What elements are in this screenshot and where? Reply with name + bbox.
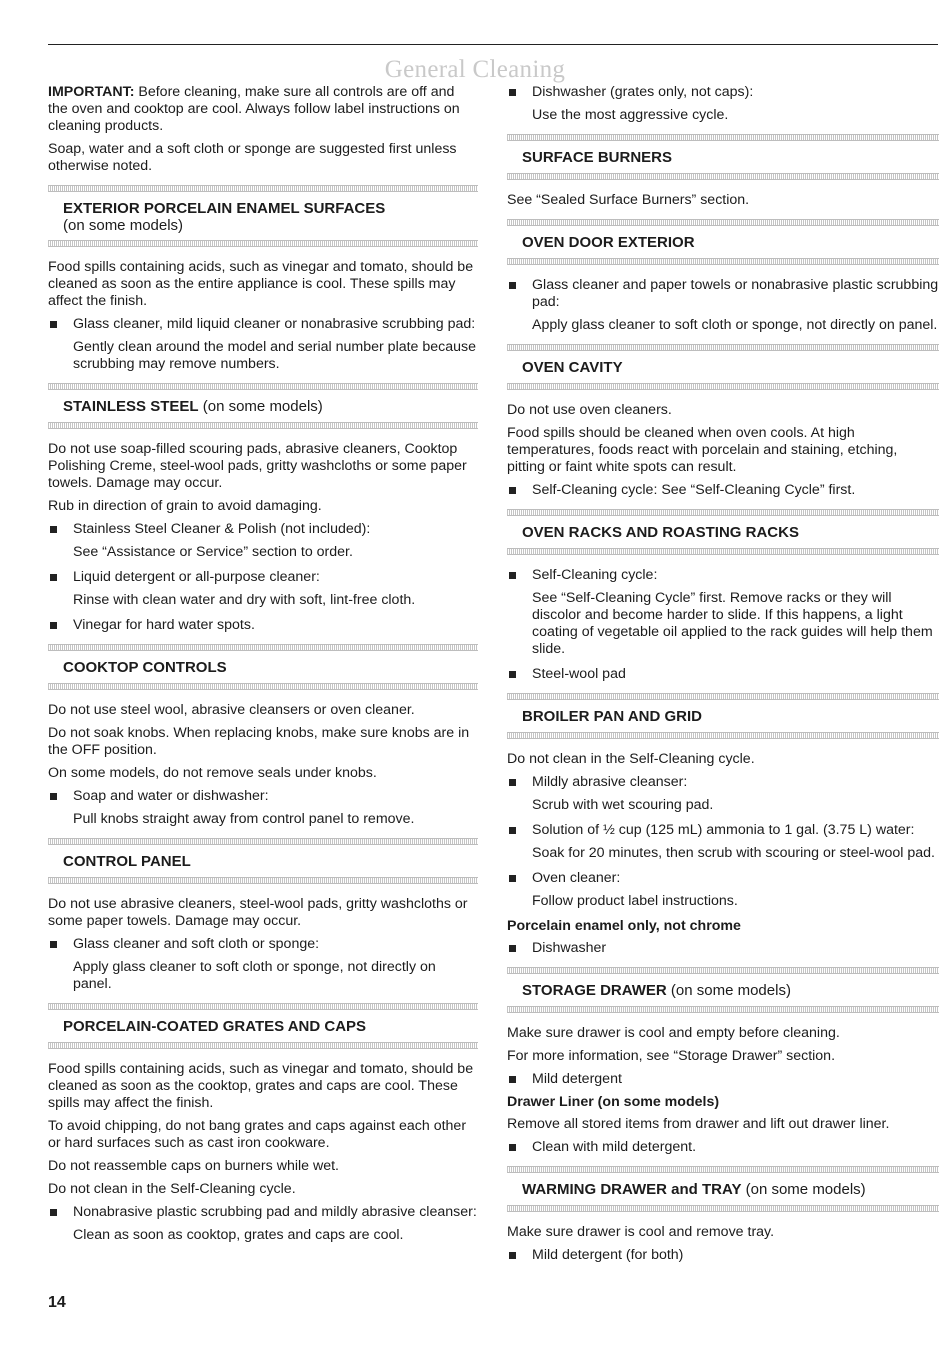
section-heading-stainless (48, 383, 478, 429)
heading-title: OVEN RACKS AND ROASTING RACKS (522, 524, 799, 541)
heading-subtitle: (on some models) (198, 398, 323, 415)
section-heading-cooktop-controls (48, 644, 478, 690)
right-column (507, 84, 939, 1270)
bullet-item: Glass cleaner, mild liquid cleaner or nonabrasive scrubbing pad: (48, 316, 478, 333)
paragraph: On some models, do not remove seals under knobs. (48, 765, 377, 781)
bullet-item: Glass cleaner and soft cloth or sponge: (48, 936, 478, 953)
section-heading-oven-racks (507, 509, 939, 555)
heading-title: CONTROL PANEL (63, 853, 191, 870)
bullet-detail: Scrub with wet scouring pad. (532, 797, 714, 813)
paragraph: Food spills containing acids, such as vinegar and tomato, should be cleaned as soon as the cooktop, grates and caps are cool. These spills may affect the finish. (48, 1061, 474, 1111)
bullet-detail: Gently clean around the model and serial number plate because scrubbing may remove numbers. (73, 339, 477, 372)
paragraph: Make sure drawer is cool and remove tray. (507, 1224, 775, 1240)
bullet-detail: Pull knobs straight away from control panel to remove. (73, 811, 415, 827)
bullet-detail: Follow product label instructions. (532, 893, 738, 909)
paragraph: Rub in direction of grain to avoid damaging. (48, 498, 322, 514)
bullet-detail: Apply glass cleaner to soft cloth or sponge, not directly on panel. (73, 959, 436, 992)
heading-title: OVEN DOOR EXTERIOR (522, 234, 695, 251)
paragraph: See “Sealed Surface Burners” section. (507, 192, 750, 208)
important-note (48, 84, 478, 135)
bullet-item: Dishwasher (grates only, not caps): (507, 84, 939, 101)
section-heading-surface-burners (507, 134, 939, 180)
paragraph: To avoid chipping, do not bang grates and caps against each other or hard surfaces such as cast iron cookware. (48, 1118, 467, 1151)
paragraph: Do not use abrasive cleaners, steel-wool pads, gritty washcloths or some paper towels. Damage may occur. (48, 896, 468, 929)
bullet-detail: Apply glass cleaner to soft cloth or sponge, not directly on panel. (532, 317, 938, 333)
bullet-item: Clean with mild detergent. (507, 1139, 939, 1156)
bullet-detail: Use the most aggressive cycle. (532, 107, 729, 123)
bullet-detail: Clean as soon as cooktop, grates and caps are cool. (73, 1227, 404, 1243)
bullet-item: Vinegar for hard water spots. (48, 617, 478, 634)
bullet-item: Self-Cleaning cycle: See “Self-Cleaning Cycle” first. (507, 482, 939, 499)
subheading-porcelain: Porcelain enamel only, not chrome (507, 918, 741, 934)
bullet-detail: See “Self-Cleaning Cycle” first. Remove racks or they will discolor and become harder to slide. If this happens, a light coating of vegetable oil applied to the rack guides will help them slide. (532, 590, 933, 657)
paragraph: For more information, see “Storage Drawer” section. (507, 1048, 836, 1064)
paragraph: Do not reassemble caps on burners while wet. (48, 1158, 339, 1174)
paragraph: Do not use oven cleaners. (507, 402, 672, 418)
paragraph: Do not soak knobs. When replacing knobs, make sure knobs are in the OFF position. (48, 725, 470, 758)
heading-title: COOKTOP CONTROLS (63, 659, 227, 676)
page-title: General Cleaning (384, 56, 566, 83)
heading-title: EXTERIOR PORCELAIN ENAMEL SURFACES (63, 200, 386, 217)
heading-title: WARMING DRAWER and TRAY (522, 1181, 742, 1198)
paragraph: Do not use soap-filled scouring pads, abrasive cleaners, Cooktop Polishing Creme, steel-wool pads, gritty washcloths or some paper towels. Damage may occur. (48, 441, 467, 491)
paragraph: Remove all stored items from drawer and lift out drawer liner. (507, 1116, 890, 1132)
bullet-detail: Soak for 20 minutes, then scrub with scouring or steel-wool pad. (532, 845, 935, 861)
paragraph: Do not use steel wool, abrasive cleansers or oven cleaner. (48, 702, 415, 718)
important-text: Before cleaning, make sure all controls are off and the oven and cooktop are cool. Always follow label instructions on cleaning products. (48, 84, 460, 134)
bullet-item: Self-Cleaning cycle: (507, 567, 939, 584)
bullet-item: Glass cleaner and paper towels or nonabrasive plastic scrubbing pad: (507, 277, 939, 311)
bullet-item: Soap and water or dishwasher: (48, 788, 478, 805)
subheading-drawer-liner: Drawer Liner (on some models) (507, 1094, 720, 1110)
heading-title: OVEN CAVITY (522, 359, 623, 376)
bullet-item: Stainless Steel Cleaner & Polish (not included): (48, 521, 478, 538)
bullet-item: Solution of ½ cup (125 mL) ammonia to 1 gal. (3.75 L) water: (507, 822, 939, 839)
bullet-item: Liquid detergent or all-purpose cleaner: (48, 569, 478, 586)
bullet-item: Dishwasher (507, 940, 939, 957)
section-heading-grates (48, 1003, 478, 1049)
heading-subtitle: (on some models) (666, 982, 791, 999)
heading-subtitle: (on some models) (741, 1181, 866, 1198)
bullet-item: Mild detergent (507, 1071, 939, 1088)
paragraph: Make sure drawer is cool and empty before cleaning. (507, 1025, 840, 1041)
bullet-item: Mild detergent (for both) (507, 1247, 939, 1264)
bullet-item: Nonabrasive plastic scrubbing pad and mildly abrasive cleanser: (48, 1204, 478, 1221)
heading-title: STORAGE DRAWER (522, 982, 667, 999)
section-heading-warming (507, 1166, 939, 1212)
important-label: IMPORTANT: (48, 84, 135, 100)
heading-subtitle: (on some models) (63, 217, 184, 234)
heading-title: BROILER PAN AND GRID (522, 708, 702, 725)
paragraph: Do not clean in the Self-Cleaning cycle. (507, 751, 755, 767)
heading-title: PORCELAIN-COATED GRATES AND CAPS (63, 1018, 367, 1035)
section-heading-oven-cavity (507, 344, 939, 390)
left-column (48, 84, 478, 1252)
section-heading-broiler (507, 693, 939, 739)
paragraph: Food spills containing acids, such as vinegar and tomato, should be cleaned as soon as the entire appliance is cool. These spills may affect the finish. (48, 259, 474, 309)
paragraph: Do not clean in the Self-Cleaning cycle. (48, 1181, 296, 1197)
section-heading-storage (507, 967, 939, 1013)
bullet-item: Steel-wool pad (507, 666, 939, 683)
heading-title: SURFACE BURNERS (522, 149, 673, 166)
intro-text: Soap, water and a soft cloth or sponge are suggested first unless otherwise noted. (48, 141, 457, 174)
heading-title: STAINLESS STEEL (63, 398, 199, 415)
section-heading-control-panel (48, 838, 478, 884)
page-number: 14 (48, 1294, 66, 1311)
bullet-detail: Rinse with clean water and dry with soft, lint-free cloth. (73, 592, 416, 608)
section-heading-exterior (48, 185, 478, 247)
paragraph: Food spills should be cleaned when oven cools. At high temperatures, foods react with porcelain and staining, etching, pitting or faint white spots can result. (507, 425, 898, 475)
top-rule (48, 44, 938, 45)
section-heading-oven-door (507, 219, 939, 265)
bullet-item: Mildly abrasive cleanser: (507, 774, 939, 791)
bullet-detail: See “Assistance or Service” section to order. (73, 544, 353, 560)
bullet-item: Oven cleaner: (507, 870, 939, 887)
